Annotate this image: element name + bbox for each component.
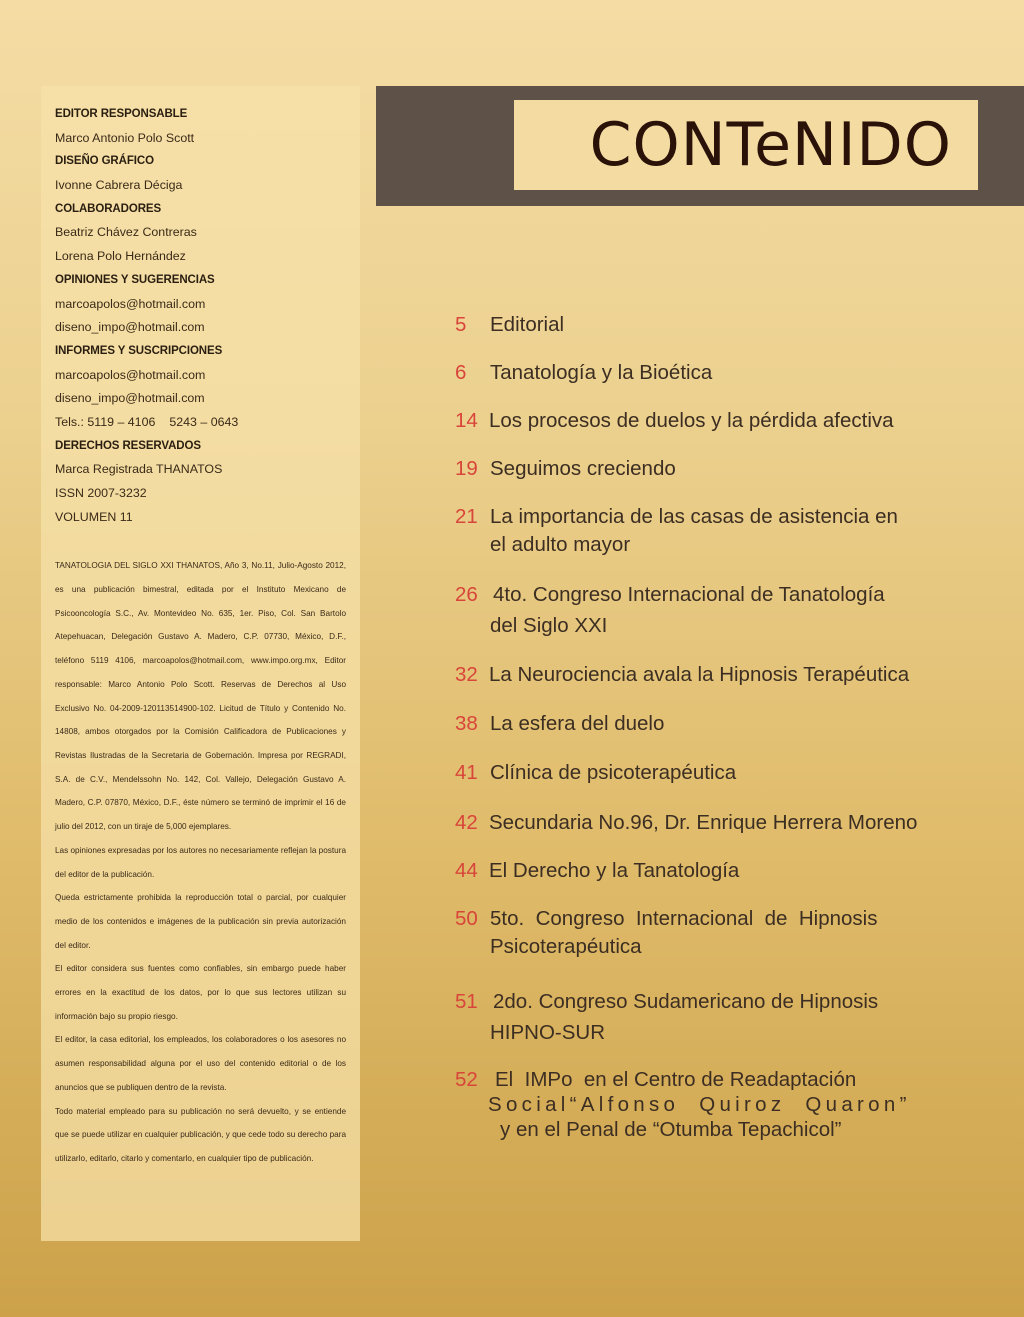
toc-page-number: 5 [455, 313, 467, 336]
toc-entry[interactable] [455, 1067, 960, 1142]
toc-title: Secundaria No.96, Dr. Enrique Herrera Moreno [489, 811, 918, 834]
toc-title-line3: y en el Penal de “Otumba Tepachicol” [500, 1118, 842, 1141]
toc-page-number: 50 [455, 907, 478, 930]
toc-entry[interactable] [455, 661, 960, 689]
legal-paragraph: Las opiniones expresadas por los autores no necesariamente reflejan la postura del editor de la publicación. [55, 845, 346, 879]
toc-title-line2: Psicoterapéutica [490, 935, 642, 958]
legal-paragraph: Queda estrictamente prohibida la reproducción total o parcial, por cualquier medio de los contenidos e imágenes de la publicación sin previa autorización del editor. [55, 893, 346, 950]
page-title: CONTeNIDO [589, 110, 952, 180]
toc-entry[interactable] [455, 359, 960, 387]
legal-paragraph: El editor considera sus fuentes como confiables, sin embargo puede haber errores en la exactitud de los datos, por lo que sus lectores utilizan su información bajo su propio riesgo. [55, 964, 346, 1021]
toc-title: Clínica de psicoterapéutica [490, 761, 737, 784]
credit-heading: COLABORADORES [55, 202, 162, 215]
toc-page-number: 44 [455, 859, 478, 882]
toc-title-line2: Social“Alfonso Quiroz Quaron” [488, 1093, 911, 1116]
toc-title: La Neurociencia avala la Hipnosis Terapéutica [489, 663, 910, 686]
credit-email: marcoapolos@hotmail.com [55, 367, 206, 382]
legal-paragraph: Todo material empleado para su publicación no será devuelto, y se entiende que se puede utilizar en cualquier publicación, y que cede todo su derecho para utilizarlo, editarlo, citarlo y comentarlo, en cualquier tipo de publicación. [55, 1106, 346, 1163]
phone-label: Tels.: 5119 – 4106 [55, 414, 156, 429]
credit-line: Lorena Polo Hernández [55, 249, 186, 264]
issn-line: ISSN 2007-3232 [55, 486, 147, 500]
credit-heading: OPINIONES Y SUGERENCIAS [55, 273, 215, 286]
credit-email: diseno_impo@hotmail.com [55, 391, 205, 406]
credit-group-opinions [55, 271, 346, 342]
toc-entry[interactable] [455, 759, 960, 787]
toc-entry[interactable] [455, 455, 960, 483]
credit-group-editor [55, 105, 346, 152]
toc-entry[interactable] [455, 809, 960, 837]
toc-page-number: 21 [455, 505, 478, 528]
credit-line: Ivonne Cabrera Déciga [55, 178, 183, 193]
toc-title: Seguimos creciendo [490, 457, 676, 480]
toc-title-line2: HIPNO-SUR [490, 1021, 606, 1044]
credit-heading: EDITOR RESPONSABLE [55, 108, 188, 120]
toc-title: 2do. Congreso Sudamericano de Hipnosis [493, 990, 879, 1013]
credit-heading: DERECHOS RESERVADOS [55, 439, 201, 452]
toc-title: Tanatología y la Bioética [490, 361, 713, 384]
toc-page-number: 19 [455, 457, 478, 480]
volume-line: VOLUMEN 11 [55, 509, 133, 524]
toc-title: 5to. Congreso Internacional de Hipnosis [490, 907, 878, 930]
legal-paragraph: El editor, la casa editorial, los empleados, los colaboradores o los asesores no asumen responsabilidad alguna por el uso del contenido editorial o de los anuncios que se publiquen dentro de la revista. [55, 1035, 346, 1092]
toc-entry[interactable] [455, 407, 960, 435]
phone-numbers [55, 413, 346, 437]
toc-page-number: 41 [455, 761, 478, 784]
legal-notice [55, 554, 346, 1170]
credit-line: Marco Antonio Polo Scott [55, 130, 195, 145]
credit-email: diseno_impo@hotmail.com [55, 320, 205, 335]
credit-email: marcoapolos@hotmail.com [55, 296, 206, 311]
toc-page-number: 14 [455, 409, 478, 432]
toc-entry[interactable] [455, 986, 960, 1048]
toc-entry[interactable] [455, 579, 960, 641]
title-box [514, 100, 978, 190]
toc-title-line2: del Siglo XXI [490, 614, 608, 637]
toc-entry[interactable] [455, 311, 960, 339]
credit-line: Beatriz Chávez Contreras [55, 225, 197, 240]
toc-title: Los procesos de duelos y la pérdida afectiva [489, 409, 894, 432]
trademark-line: Marca Registrada THANATOS [55, 462, 223, 477]
toc-title: La esfera del duelo [490, 712, 665, 735]
toc-page-number: 51 [455, 990, 478, 1013]
credits-panel [41, 86, 360, 1241]
phone-second: 5243 – 0643 [169, 414, 239, 429]
credit-group-subscriptions [55, 342, 346, 437]
toc-page-number: 26 [455, 583, 478, 606]
toc-page-number: 32 [455, 663, 478, 686]
toc-page-number: 38 [455, 712, 478, 735]
toc-entry[interactable] [455, 710, 960, 738]
toc-title-line2: el adulto mayor [490, 533, 631, 556]
toc-title: El IMPo en el Centro de Readaptación [495, 1068, 857, 1091]
toc-entry[interactable] [455, 857, 960, 885]
toc-entry[interactable] [455, 905, 960, 961]
credit-heading: DISEÑO GRÁFICO [55, 155, 154, 168]
credit-group-collaborators [55, 200, 346, 271]
toc-entry[interactable] [455, 503, 960, 559]
credit-heading: INFORMES Y SUSCRIPCIONES [55, 344, 223, 357]
toc-page-number: 6 [455, 361, 467, 384]
toc-page-number: 42 [455, 811, 478, 834]
toc-page-number: 52 [455, 1068, 478, 1091]
credit-group-design [55, 152, 346, 199]
toc-title: El Derecho y la Tanatología [489, 859, 740, 882]
toc-title: 4to. Congreso Internacional de Tanatología [493, 583, 885, 606]
toc-title: La importancia de las casas de asistencia en [490, 505, 898, 528]
credit-group-rights [55, 437, 346, 532]
toc-title: Editorial [490, 313, 565, 336]
legal-paragraph: TANATOLOGIA DEL SIGLO XXI THANATOS, Año 3, No.11, Julio-Agosto 2012, es una publicación bimestral, editada por el Instituto Mexicano de Psicooncología S.C., Av. Montevideo No. 635, 1er. Piso, Col. San Bartolo Atepehuacan, Delegación Gustavo A. Madero, C.P. 07730, México, D.F., teléfono 5119 4106, marcoapolos@hotmail.com, www.impo.org.mx, Editor responsable: Marco Antonio Polo Scott. Reservas de Derechos al Uso Exclusivo No. 04-2009-120113514900-102. Licitud de Título y Contenido No. 14808, ambos otorgados por la Comisión Calificadora de Publicaciones y Revistas Ilustradas de la Secretaria de Gobernación. Impresa por REGRADI, S.A. de C.V., Mendelssohn No. 142, Col. Vallejo, Delegación Gustavo A. Madero, C.P. 07870, México, D.F., éste número se terminó de imprimir el 16 de julio del 2012, con un tiraje de 5,000 ejemplares. [55, 561, 346, 832]
